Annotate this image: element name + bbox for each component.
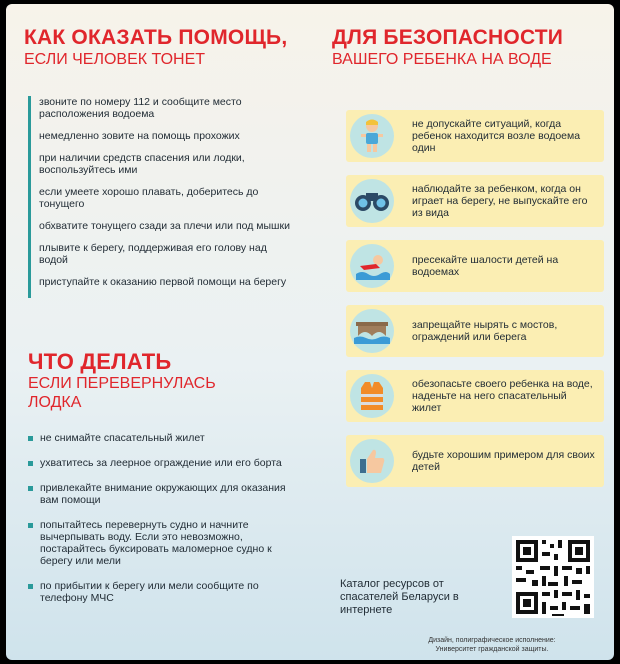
list-item: плывите к берегу, поддерживая его голову над водой xyxy=(39,242,267,266)
credit-line2: Университет гражданской защиты. xyxy=(435,646,549,653)
list-item: при наличии средств спасения или лодки, воспользуйтесь ими xyxy=(39,152,245,176)
safety-card-text: запрещайте нырять с мостов, ограждений или берега xyxy=(412,319,558,343)
safety-card-text: наблюдайте за ребенком, когда он играет на берегу, не выпускайте его из вида xyxy=(412,183,588,219)
safety-card xyxy=(346,175,604,227)
child-swimsuit-icon xyxy=(350,114,394,158)
drowning-steps-list xyxy=(28,96,290,298)
safety-card-text: будьте хорошим примером для своих детей xyxy=(412,449,595,473)
safety-card xyxy=(346,240,604,292)
boat-subtitle-line1: ЕСЛИ ПЕРЕВЕРНУЛАСЬ xyxy=(28,375,216,392)
safety-card xyxy=(346,305,604,357)
list-item: немедленно зовите на помощь прохожих xyxy=(39,130,240,142)
safety-card xyxy=(346,110,604,162)
safety-card-text: не допускайте ситуаций, когда ребенок находится возле водоема один xyxy=(412,118,581,154)
list-item: попытайтесь перевернуть судно и начните вычерпывать воду. Если это невозможно, постарайтесь буксировать маломерное судно к берегу или мели xyxy=(28,519,298,567)
drowning-title: КАК ОКАЗАТЬ ПОМОЩЬ, xyxy=(24,26,288,49)
list-item: приступайте к оказанию первой помощи на берегу xyxy=(39,276,287,288)
child-safety-header xyxy=(332,26,604,69)
catalog-text: Каталог ресурсов от спасателей Беларуси в интернете xyxy=(340,578,459,616)
child-safety-subtitle: ВАШЕГО РЕБЕНКА НА ВОДЕ xyxy=(332,51,552,68)
qr-code[interactable] xyxy=(512,536,594,618)
credit-line1: Дизайн, полиграфическое исполнение: xyxy=(428,637,556,644)
list-item: звоните по номеру 112 и сообщите место расположения водоема xyxy=(39,96,242,120)
list-item: по прибытии к берегу или мели сообщите по телефону МЧС xyxy=(28,580,298,604)
poster xyxy=(6,4,614,660)
list-item: привлекайте внимание окружающих для оказания вам помощи xyxy=(28,482,298,506)
list-item: обхватите тонущего сзади за плечи или под мышки xyxy=(39,220,290,232)
child-safety-title: ДЛЯ БЕЗОПАСНОСТИ xyxy=(332,26,564,49)
list-item: не снимайте спасательный жилет xyxy=(28,432,298,444)
drowning-subtitle: ЕСЛИ ЧЕЛОВЕК ТОНЕТ xyxy=(24,51,206,68)
safety-card xyxy=(346,370,604,422)
credits xyxy=(392,636,592,654)
boat-subtitle-line2: ЛОДКА xyxy=(28,394,82,411)
safety-card xyxy=(346,435,604,487)
drowning-help-header xyxy=(24,26,294,69)
list-item: ухватитесь за леерное ограждение или его борта xyxy=(28,457,298,469)
thumbs-up-icon xyxy=(350,439,394,483)
child-safety-cards xyxy=(346,110,604,500)
life-vest-icon xyxy=(350,374,394,418)
binoculars-icon xyxy=(350,179,394,223)
boat-header xyxy=(28,350,298,412)
swimmer-icon xyxy=(350,244,394,288)
safety-card-text: пресекайте шалости детей на водоемах xyxy=(412,254,559,278)
list-item: если умеете хорошо плавать, доберитесь до тонущего xyxy=(39,186,259,210)
boat-title: ЧТО ДЕЛАТЬ xyxy=(28,349,172,374)
bridge-icon xyxy=(350,309,394,353)
safety-card-text: обезопасьте своего ребенка на воде, наденьте на него спасательный жилет xyxy=(412,378,593,414)
boat-steps-list xyxy=(28,432,298,617)
